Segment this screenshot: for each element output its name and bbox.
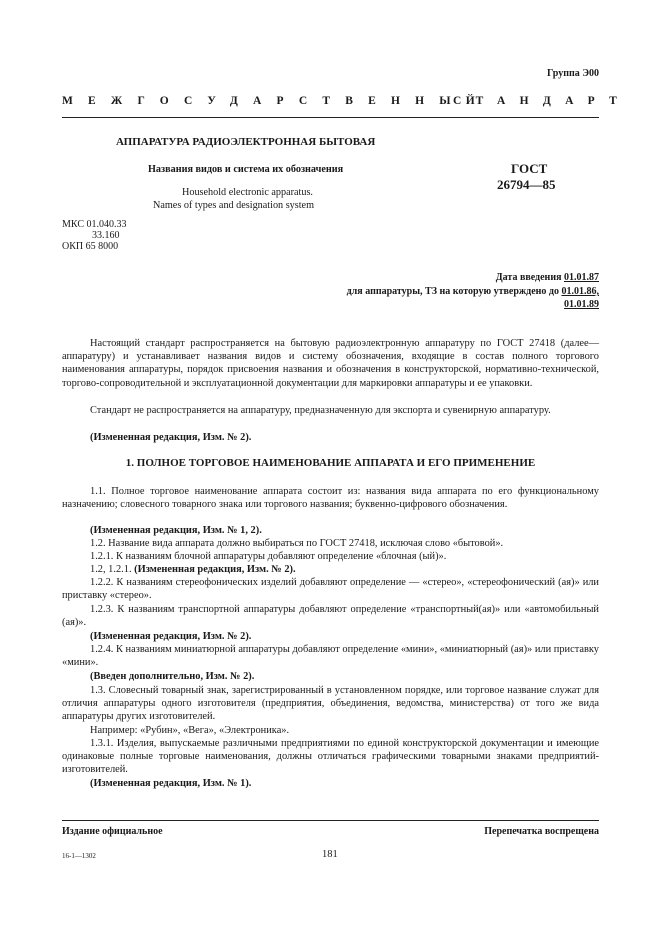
english-title-line1: Household electronic apparatus.	[182, 187, 313, 198]
banner-right: СТАНДАРТ	[453, 95, 632, 107]
group-label: Группа Э00	[547, 68, 599, 79]
page-number: 181	[322, 849, 338, 860]
revision-note-2: (Измененная редакция, Изм. № 1, 2).	[90, 525, 262, 536]
intro-date-value: 01.01.87	[564, 272, 599, 283]
revision-note-3: (Измененная редакция, Изм. № 2).	[90, 631, 252, 642]
revision-note-4: (Введен дополнительно, Изм. № 2).	[90, 671, 255, 682]
clause-1-2-2: 1.2.2. К названиям стереофонических изделий добавляют определение — «стерео», «стереофонический (ая)» или приставку «стерео».	[62, 577, 599, 602]
okp-code: ОКП 65 8000	[62, 241, 119, 252]
intro-date-line	[496, 272, 599, 283]
document-subtitle: Названия видов и система их обозначения	[148, 164, 344, 175]
clause-1-3: 1.3. Словесный товарный знак, зарегистрированный в установленном порядке, или торговое название служат для отличия аппаратуры одного изготовителя (предприятия, объединения, ведомства, министерства) от того же вида аппаратуры других изготовителей.	[62, 685, 599, 723]
section-title: 1. ПОЛНОЕ ТОРГОВОЕ НАИМЕНОВАНИЕ АППАРАТА И ЕГО ПРИМЕНЕНИЕ	[125, 457, 536, 469]
document-title: АППАРАТУРА РАДИОЭЛЕКТРОННАЯ БЫТОВАЯ	[116, 136, 376, 148]
tz-date-label: для аппаратуры, ТЗ на которую утверждено до	[346, 286, 559, 297]
footer-rule	[62, 820, 599, 821]
revision-note-1: (Измененная редакция, Изм. № 2).	[90, 432, 252, 443]
example-line: Например: «Рубин», «Вега», «Электроника».	[90, 725, 290, 736]
clause-1-1: 1.1. Полное торговое наименование аппарата состоит из: названия вида аппарата по его функциональному назначению; словесного товарного знака или торгового названия; буквенно-цифрового обозначения.	[62, 486, 599, 511]
footer-official: Издание официальное	[62, 826, 163, 837]
gost-number: 26794—85	[497, 177, 556, 192]
clause-ref-prefix: 1.2, 1.2.1.	[90, 564, 132, 575]
footer-code: 16-1—1302	[62, 852, 96, 860]
tz-date-value2: 01.01.89	[564, 299, 599, 310]
clause-ref-bold: (Измененная редакция, Изм. № 2).	[134, 564, 296, 575]
clause-1-3-1: 1.3.1. Изделия, выпускаемые различными предприятиями по единой конструкторской документации и имеющие одинаковые полные торговые наименования, должны отличаться графическими товарными знаками предприятий-изготовителей.	[62, 738, 599, 776]
revision-note-5: (Измененная редакция, Изм. № 1).	[90, 778, 252, 789]
mks-code: МКС 01.040.33	[62, 219, 127, 230]
clause-1-2-4: 1.2.4. К названиям миниатюрной аппаратуры добавляют определение «мини», «миниатюрный (ая)» или приставку «мини».	[62, 644, 599, 669]
clause-1-2-3: 1.2.3. К названиям транспортной аппаратуры добавляют определение «транспортный(ая)» или «автомобильный (ая)».	[62, 604, 599, 629]
footer-reprint: Перепечатка воспрещена	[484, 826, 599, 837]
clause-ref-revision	[62, 563, 599, 576]
tz-date-value1: 01.01.86,	[561, 286, 599, 297]
intro-date-label: Дата введения	[495, 272, 562, 283]
clause-1-2: 1.2. Название вида аппарата должно выбираться по ГОСТ 27418, исключая слово «бытовой».	[90, 538, 504, 549]
tz-date-line	[347, 286, 599, 297]
paragraph-scope: Настоящий стандарт распространяется на бытовую радиоэлектронную аппаратуру по ГОСТ 27418 (далее—аппаратуру) и устанавливает названия видов и систему обозначения, входящие в состав полного торгового наименования аппаратуры, порядок присвоения названия и обозначения в конструкторской, нормативно-технической, торгово-сопроводительной и эксплуатационной документации для маркировки аппаратуры и ее упаковки.	[62, 338, 599, 389]
mks-code-second: 33.160	[92, 230, 120, 241]
gost-label: ГОСТ	[511, 161, 548, 176]
clause-1-2-1: 1.2.1. К названиям блочной аппаратуры добавляют определение «блочная (ый)».	[90, 551, 447, 562]
banner-left: МЕЖГОСУДАРСТВЕННЫЙ	[62, 95, 490, 107]
english-title-line2: Names of types and designation system	[153, 200, 314, 211]
paragraph-exclusion: Стандарт не распространяется на аппаратуру, предназначенную для экспорта и сувенирную аппаратуру.	[90, 405, 551, 416]
header-rule	[62, 117, 599, 118]
